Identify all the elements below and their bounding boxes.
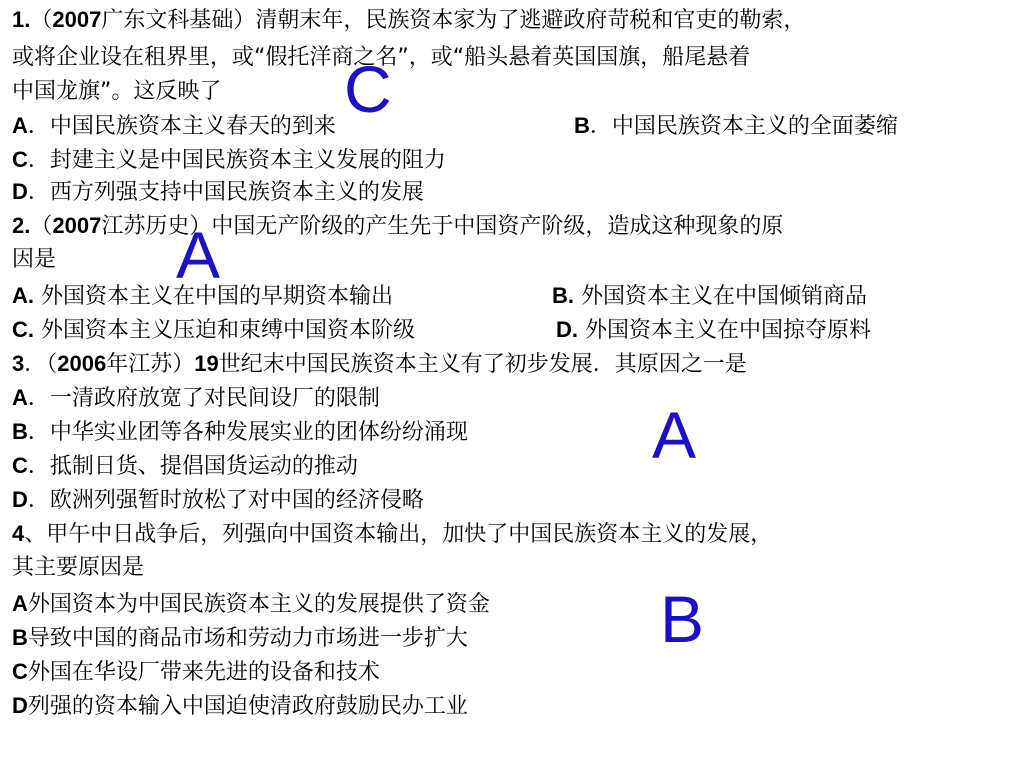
q3-option-c-text: ．抵制日货、提倡国货运动的推动 [27,454,358,479]
q4-option-b-text: 导致中国的商品市场和劳动力市场进一步扩大 [27,626,468,651]
q4-stem-line1 [12,518,772,550]
q3-stem-number: 19 [194,351,219,376]
q4-option-d-letter: D [12,693,28,718]
q2-option-a-text: 外国资本主义在中国的早期资本输出 [34,284,393,309]
q1-stem-line3: 中国龙旗”。这反映了 [12,79,222,104]
q1-option-d [12,176,424,208]
q3-option-b-text: ．中华实业团等各种发展实业的团体纷纷涌现 [27,420,468,445]
q1-source-rest: 广东文科基础）清朝末年，民族资本家为了逃避政府苛税和官吏的勒索， [101,8,806,33]
q4-answer-mark: B [660,582,705,656]
q3-option-d-text: ．欧洲列强暂时放松了对中国的经济侵略 [27,488,424,513]
q2-option-b [552,280,867,313]
q4-option-c-letter: C [12,659,28,684]
q2-number: 2. [12,213,31,238]
q2-option-a-letter: A. [12,283,34,308]
q4-option-c-text: 外国在华设厂带来先进的设备和技术 [27,660,380,685]
q2-option-d-letter: D. [556,317,578,342]
q3-option-d-letter: D [12,487,28,512]
q3-option-c-letter: C [12,453,28,478]
q3-option-a-letter: A [12,385,28,410]
q1-option-c-text: ．封建主义是中国民族资本主义发展的阻力 [27,148,446,173]
q2-options-ab [12,280,1012,312]
q1-source-open: （ [30,8,53,33]
q3-source-year: 2006 [57,351,107,376]
q3-stem [12,348,747,380]
q4-option-a [12,588,490,620]
q1-option-c [12,144,446,176]
q1-answer-mark: C [344,52,392,126]
q4-stem-line1-text: 、甲午中日战争后，列强向中国资本输出，加快了中国民族资本主义的发展， [24,522,773,547]
q2-option-d [556,314,871,347]
q4-option-a-letter: A [12,591,28,616]
q1-option-c-letter: C [12,147,28,172]
q1-source-year: 2007 [52,7,102,32]
q4-option-b-letter: B [12,625,28,650]
q3-answer-mark: A [652,398,697,472]
q1-option-a-letter: A [12,113,28,138]
q2-option-b-letter: B. [552,283,574,308]
q1-option-b-letter: B [574,113,590,138]
q3-option-b [12,416,468,448]
q4-stem-line2: 其主要原因是 [12,555,145,580]
q2-option-c-text: 外国资本主义压迫和束缚中国资本阶级 [34,318,415,343]
q3-source-open: ．（ [24,352,58,377]
q1-number: 1. [12,7,31,32]
q4-option-c [12,656,380,688]
q2-source-rest: 江苏历史）中国无产阶级的产生先于中国资产阶级，造成这种现象的原 [101,214,784,239]
q3-option-b-letter: B [12,419,28,444]
q3-number: 3 [12,351,25,376]
q2-options-cd [12,314,1012,346]
q3-option-a [12,382,380,414]
q3-option-c [12,450,358,482]
q2-option-c-letter: C. [12,317,34,342]
q4-option-b [12,622,468,654]
q1-stem-line1 [12,4,805,36]
q3-option-a-text: ．一清政府放宽了对民间设厂的限制 [27,386,380,411]
q2-option-b-text: 外国资本主义在中国倾销商品 [574,284,867,309]
q3-source-rest: 年江苏） [106,352,195,377]
q4-option-a-text: 外国资本为中国民族资本主义的发展提供了资金 [27,592,490,617]
q1-option-a-text: ．中国民族资本主义春天的到来 [27,114,336,139]
q1-options-ab [12,110,1012,142]
q1-option-b-text: ．中国民族资本主义的全面萎缩 [589,114,898,139]
q4-option-d-text: 列强的资本输入中国迫使清政府鼓励民办工业 [27,694,468,719]
q1-option-d-text: ．西方列强支持中国民族资本主义的发展 [27,180,424,205]
q2-source-open: （ [30,214,53,239]
q2-stem-line2: 因是 [12,247,57,272]
q3-stem-rest: 世纪末中国民族资本主义有了初步发展．其原因之一是 [218,352,747,377]
q2-source-year: 2007 [52,213,102,238]
q4-number: 4 [12,521,25,546]
q2-stem-line1 [12,210,783,242]
q2-answer-mark: A [176,218,221,292]
q3-option-d [12,484,424,516]
q1-option-b [574,110,898,143]
q2-option-d-text: 外国资本主义在中国掠夺原料 [578,318,871,343]
q1-option-d-letter: D [12,179,28,204]
q4-option-d [12,690,468,722]
q1-stem-line2: 或将企业设在租界里，或“假托洋商之名”，或“船头悬着英国国旗，船尾悬着 [12,45,751,70]
